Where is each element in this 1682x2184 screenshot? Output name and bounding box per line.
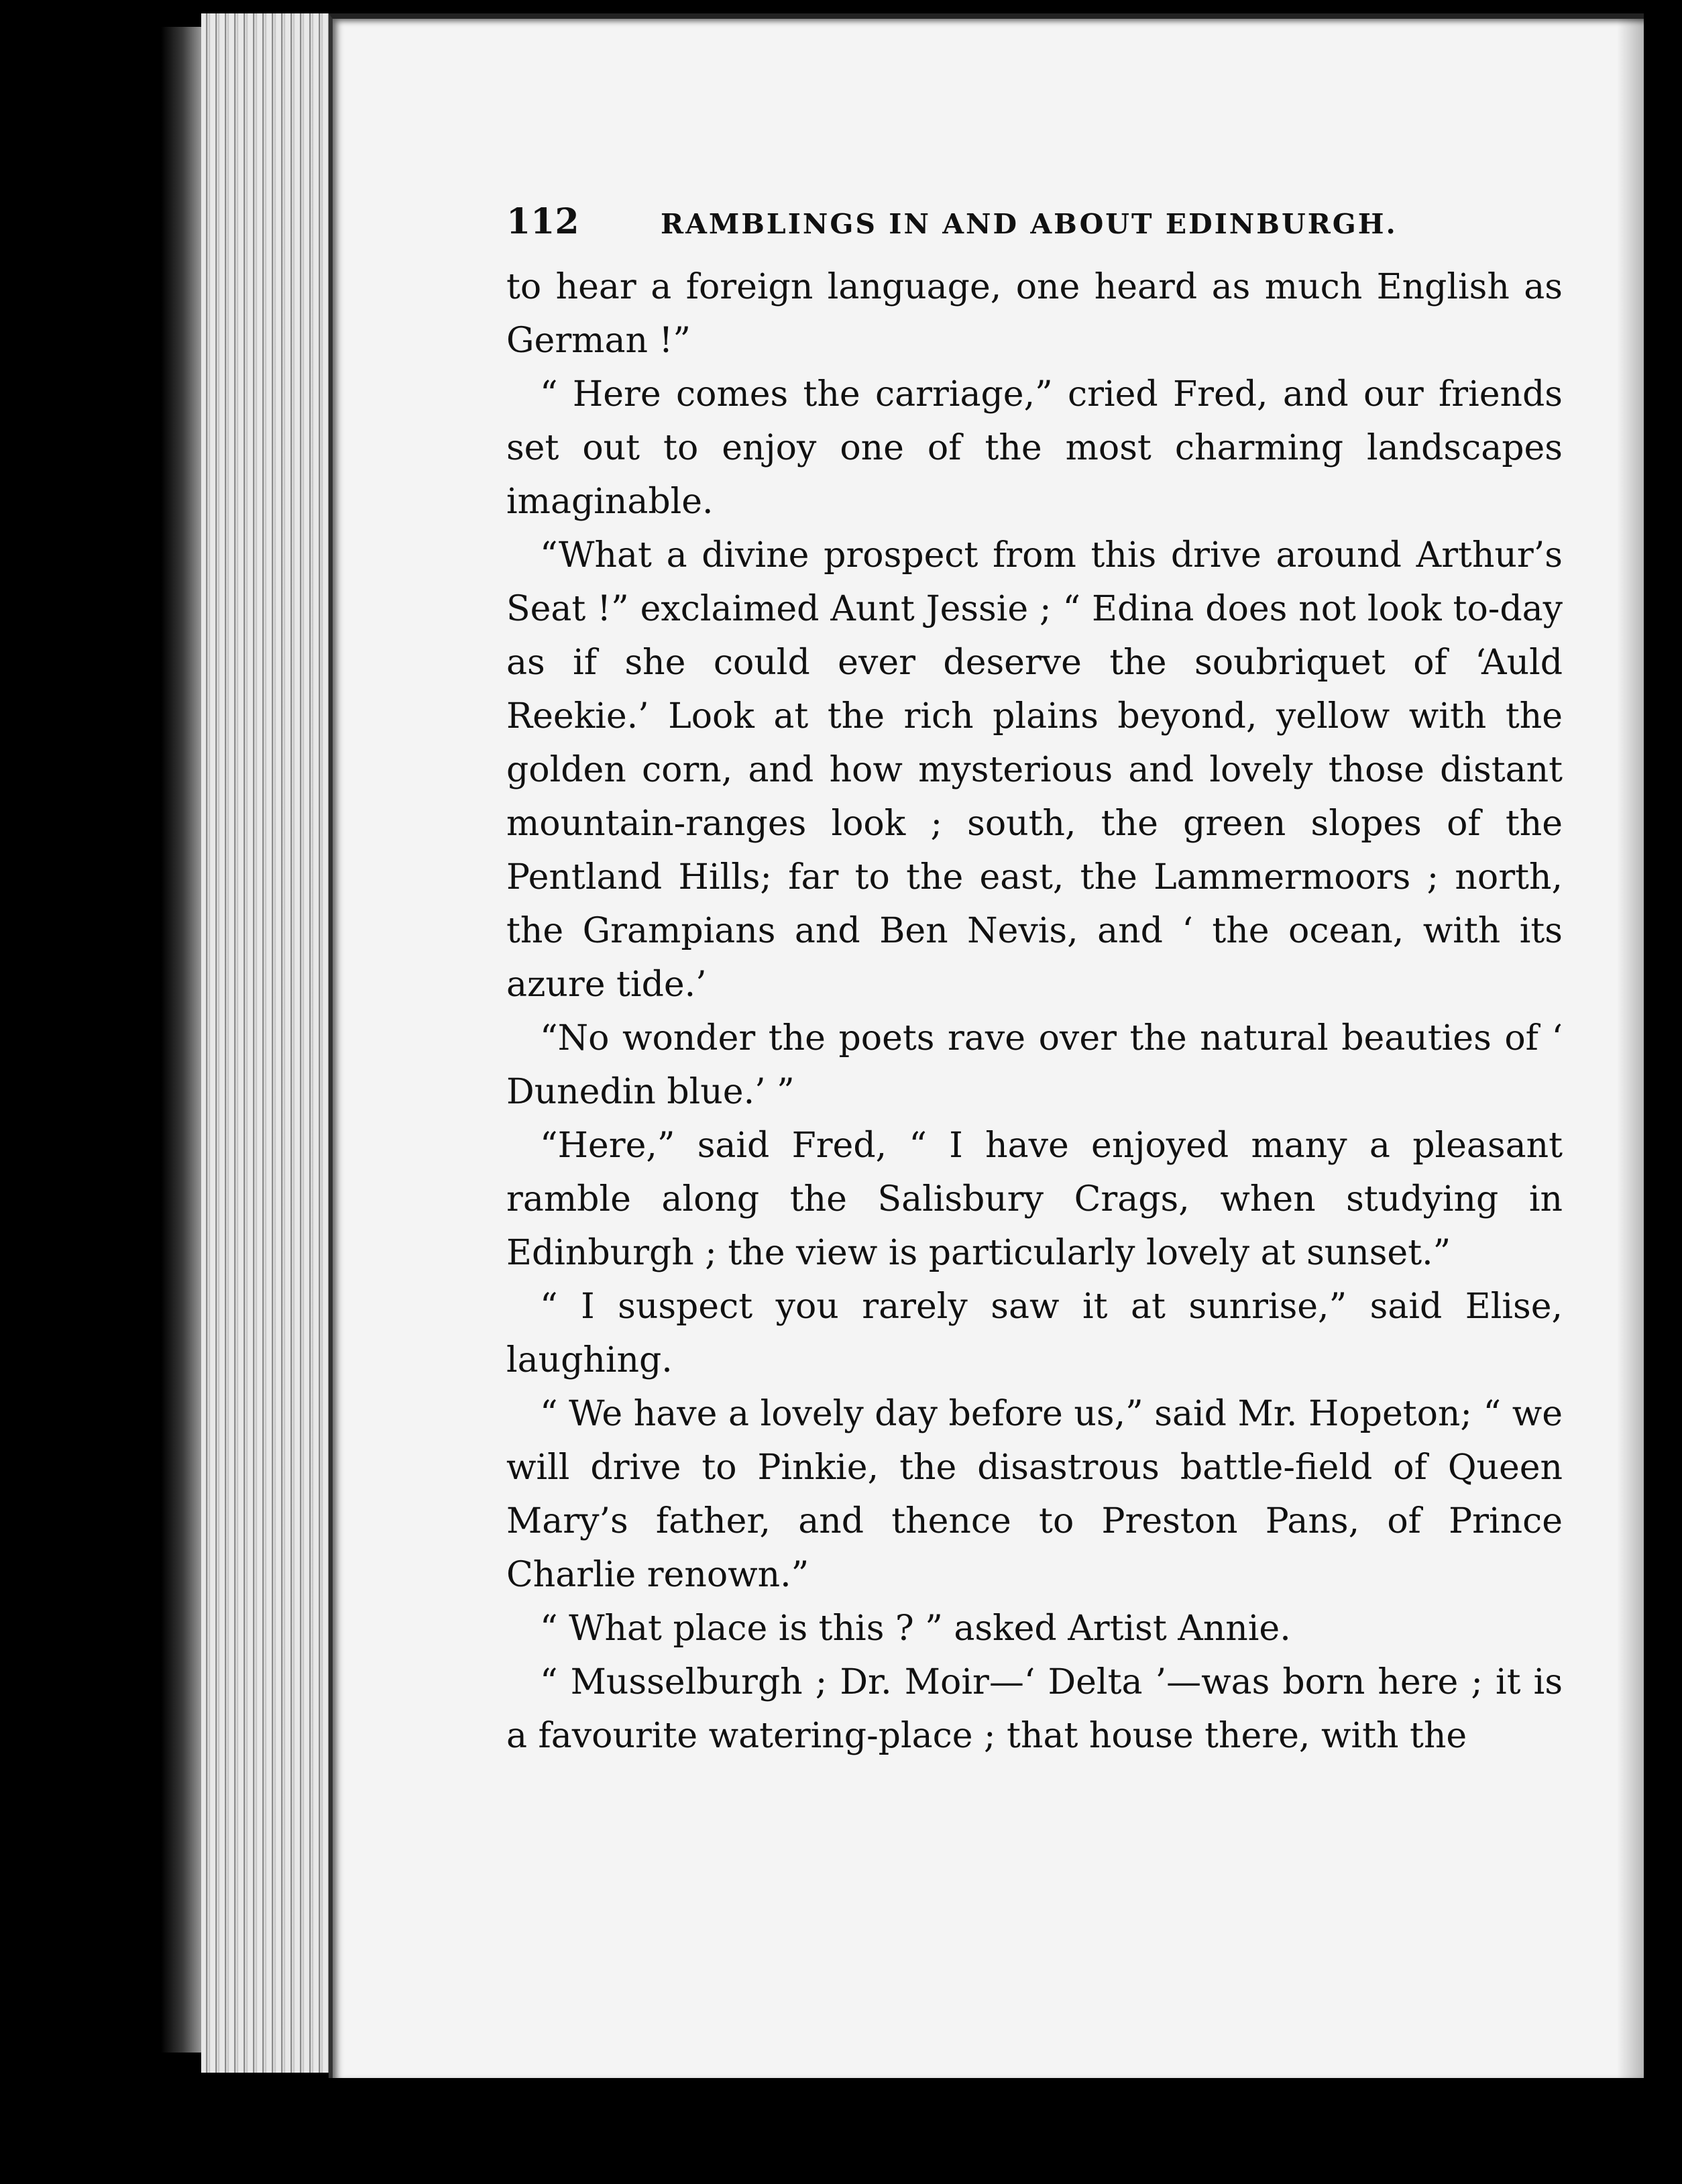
paragraph: “No wonder the poets rave over the natural beauties of ‘ Dunedin blue.’ ” [506,1018,1563,1112]
paragraph: “ I suspect you rarely saw it at sunrise,” said Elise, laughing. [506,1287,1563,1380]
stacked-page-edges [201,13,344,2073]
paragraph: “ Musselburgh ; Dr. Moir—‘ Delta ’—was born here ; it is a favourite watering-place ; that house there, with the [506,1662,1563,1756]
paragraph: to hear a foreign language, one heard as much English as German !” [506,267,1563,361]
paragraph: “ What place is this ? ” asked Artist Annie. [540,1608,1291,1649]
page-edge-shadow [1617,19,1644,2078]
paragraph: “Here,” said Fred, “ I have enjoyed many a pleasant ramble along the Salisbury Crags, when studying in Edinburgh ; the view is particularly lovely at sunset.” [506,1126,1563,1273]
paragraph: “What a divine prospect from this drive around Arthur’s Seat !” exclaimed Aunt Jessie ; “ Edina does not look to-day as if she could ever deserve the soubriquet of ‘Auld Reekie.’ Look at the rich plains beyond, yellow with the golden corn, and how mysterious and lovely those distant mountain-ranges look ; south, the green slopes of the Pentland Hills; far to the east, the Lammermoors ; north, the Grampians and Ben Nevis, and ‘ the ocean, with its azure tide.’ [506,535,1563,1005]
page-number: 112 [506,201,579,242]
body-text [506,260,1563,1763]
running-title: RAMBLINGS IN AND ABOUT EDINBURGH. [661,208,1398,240]
paragraph: “ We have a lovely day before us,” said Mr. Hopeton; “ we will drive to Pinkie, the disastrous battle-field of Queen Mary’s father, and thence to Preston Pans, of Prince Charlie renown.” [506,1394,1563,1595]
page-text-block [506,201,1563,1763]
paragraph: “ Here comes the carriage,” cried Fred, and our friends set out to enjoy one of the most charming landscapes imaginable. [506,374,1563,522]
running-head [506,201,1563,248]
